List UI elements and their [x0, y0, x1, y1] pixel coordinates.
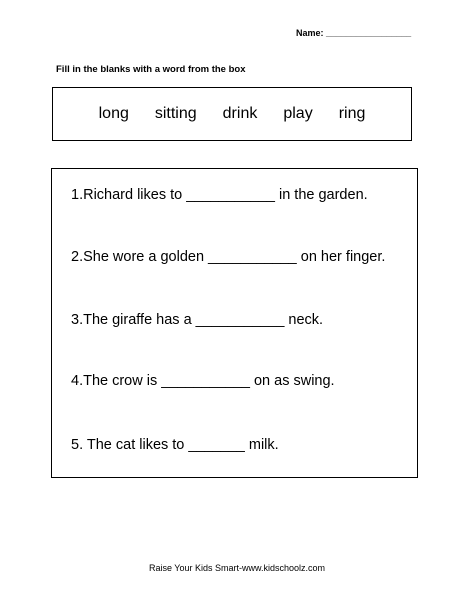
name-field-label: Name: _________________ [296, 28, 412, 38]
question-5: 5. The cat likes to _______ milk. [71, 437, 279, 453]
word-bank-item: long [98, 105, 129, 122]
word-bank-item: drink [222, 105, 258, 122]
questions-box [51, 168, 418, 478]
question-2: 2.She wore a golden ___________ on her finger. [71, 249, 386, 265]
word-bank-item: sitting [154, 105, 197, 122]
word-bank-item: ring [338, 105, 366, 122]
question-1: 1.Richard likes to ___________ in the garden. [71, 187, 368, 203]
word-bank-box [52, 87, 412, 141]
word-bank-item: play [283, 105, 313, 122]
footer-credit: Raise Your Kids Smart-www.kidschoolz.com [148, 563, 326, 573]
question-4: 4.The crow is ___________ on as swing. [71, 373, 335, 389]
question-3: 3.The giraffe has a ___________ neck. [71, 312, 324, 328]
instruction-text: Fill in the blanks with a word from the box [56, 64, 246, 75]
